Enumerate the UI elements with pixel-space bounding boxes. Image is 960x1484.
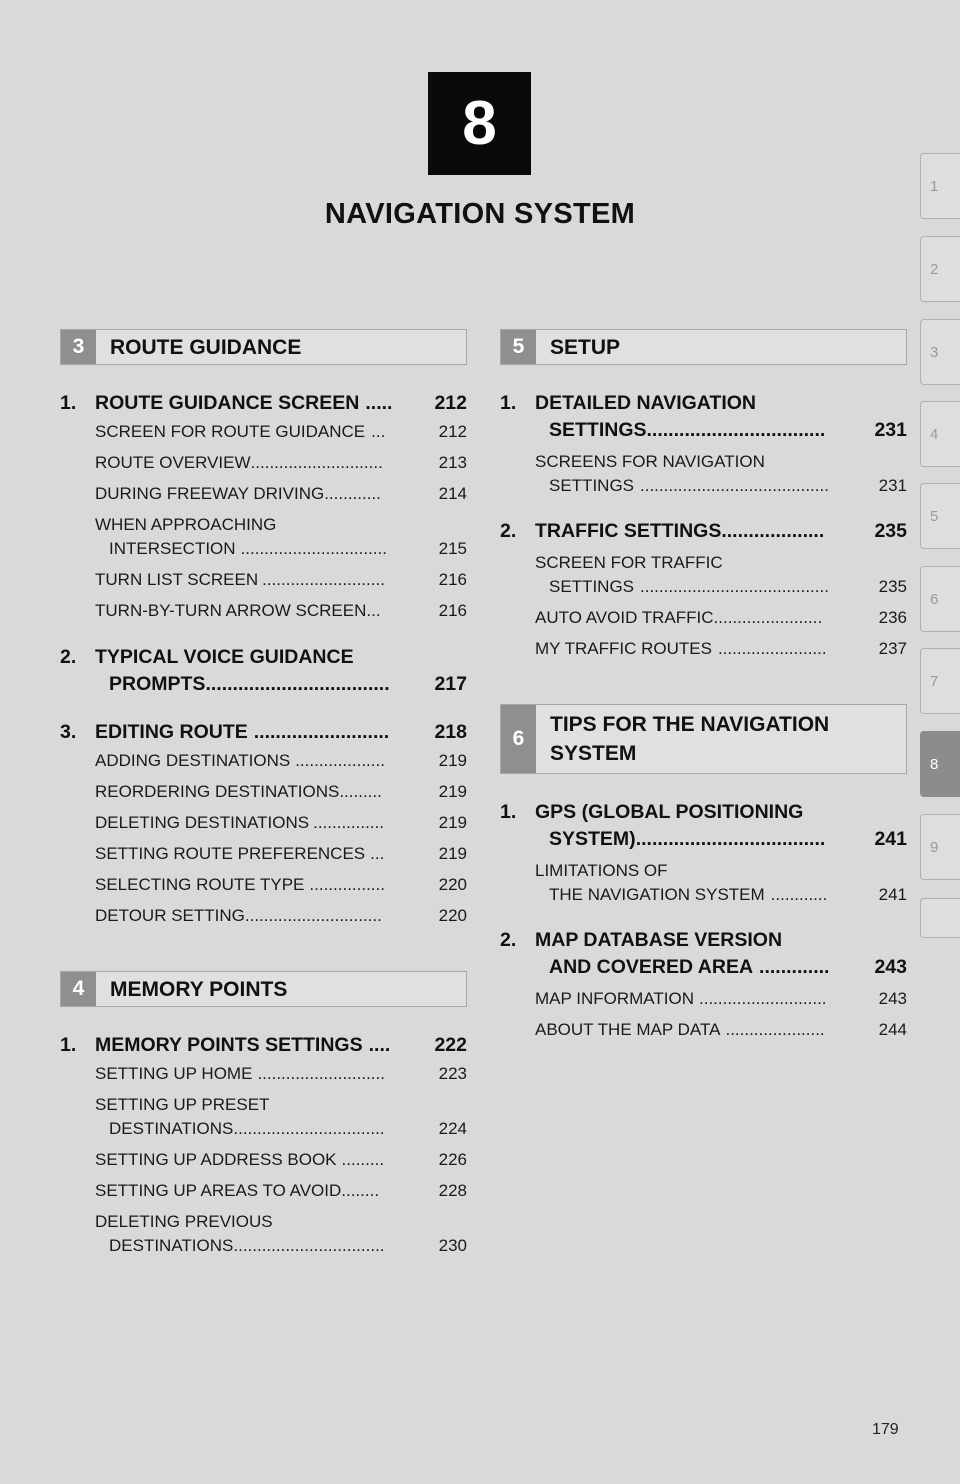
page-ref: 220 xyxy=(438,875,467,894)
subentry-title: LIMITATIONS OF xyxy=(535,861,668,880)
leader-dots: ............ xyxy=(324,484,381,503)
tab-6[interactable] xyxy=(920,566,960,632)
subentry-title-cont: SETTINGS xyxy=(549,577,635,596)
leader-dots: ..................... xyxy=(725,1020,825,1039)
section-header-tips xyxy=(500,704,907,774)
page-ref: 219 xyxy=(438,844,467,863)
tab-label: 4 xyxy=(930,425,939,443)
page-ref: 223 xyxy=(438,1064,467,1083)
section-title-line2: SYSTEM xyxy=(550,742,637,765)
toc-subentry[interactable] xyxy=(535,1018,907,1042)
tab-label: 1 xyxy=(930,177,939,195)
toc-subentry[interactable] xyxy=(95,811,467,835)
leader-dots: ........................................ xyxy=(640,476,829,495)
toc-entry[interactable] xyxy=(60,390,467,417)
subentry-title: REORDERING DESTINATIONS xyxy=(95,782,340,801)
tab-label: 5 xyxy=(930,507,939,525)
leader-dots: ... xyxy=(366,601,381,620)
leader-dots: ............................ xyxy=(250,453,383,472)
tab-9[interactable] xyxy=(920,814,960,880)
subentry-title: SETTING UP AREAS TO AVOID xyxy=(95,1181,342,1200)
page-ref: 224 xyxy=(438,1119,467,1138)
subentry-title: ABOUT THE MAP DATA xyxy=(535,1020,721,1039)
toc-subentry[interactable] xyxy=(535,551,907,599)
page-ref: 235 xyxy=(878,577,907,596)
section-number: 6 xyxy=(501,705,536,773)
entry-title: TRAFFIC SETTINGS xyxy=(535,520,722,542)
chapter-number-box xyxy=(428,72,531,175)
toc-subentry[interactable] xyxy=(95,420,467,444)
leader-dots: ..... xyxy=(365,392,393,414)
page-ref: 237 xyxy=(878,639,907,658)
leader-dots: .......................... xyxy=(262,570,385,589)
page-ref: 214 xyxy=(438,484,467,503)
subentry-title: SETTING UP HOME xyxy=(95,1064,253,1083)
toc-subentry[interactable] xyxy=(95,1062,467,1086)
page-ref: 219 xyxy=(438,813,467,832)
left-column xyxy=(60,329,467,1258)
entry-title: GPS (GLOBAL POSITIONING xyxy=(535,801,804,823)
toc-subentry[interactable] xyxy=(535,606,907,630)
subentry-title: SCREENS FOR NAVIGATION xyxy=(535,452,765,471)
page-ref: 228 xyxy=(438,1181,467,1200)
page-ref: 244 xyxy=(878,1020,907,1039)
toc-subentry[interactable] xyxy=(95,842,467,866)
toc-subentry[interactable] xyxy=(95,780,467,804)
page-ref: 226 xyxy=(438,1150,467,1169)
entry-title: ROUTE GUIDANCE SCREEN xyxy=(95,392,360,414)
page-ref: 218 xyxy=(434,721,467,743)
page-ref: 216 xyxy=(438,601,467,620)
page-ref: 212 xyxy=(438,422,467,441)
section-header-route-guidance xyxy=(60,329,467,365)
subentry-title: WHEN APPROACHING xyxy=(95,515,277,534)
page-ref: 231 xyxy=(878,476,907,495)
subentry-title: DETOUR SETTING xyxy=(95,906,245,925)
leader-dots: ............... xyxy=(313,813,384,832)
subentry-title: MAP INFORMATION xyxy=(535,989,694,1008)
subentry-title: SCREEN FOR ROUTE GUIDANCE xyxy=(95,422,366,441)
section-number: 5 xyxy=(501,330,536,364)
section-title-line1: TIPS FOR THE NAVIGATION xyxy=(550,713,830,736)
section-title: ROUTE GUIDANCE xyxy=(110,335,302,359)
tab-label: 9 xyxy=(930,838,939,856)
toc-subentry[interactable] xyxy=(535,987,907,1011)
leader-dots: ....................... xyxy=(713,608,823,627)
leader-dots: ... xyxy=(371,422,386,441)
section-header-setup xyxy=(500,329,907,365)
tab-label: 8 xyxy=(930,755,939,773)
subentry-title-cont: INTERSECTION xyxy=(109,539,236,558)
leader-dots: ................... xyxy=(295,751,385,770)
page-ref: 235 xyxy=(874,520,907,542)
right-column xyxy=(500,329,907,1042)
leader-dots: ................................... xyxy=(635,828,826,850)
toc-entry[interactable] xyxy=(500,518,907,545)
subentry-title-cont: SETTINGS xyxy=(549,476,635,495)
toc-subentry[interactable] xyxy=(95,599,467,623)
toc-subentry[interactable] xyxy=(95,1148,467,1172)
leader-dots: ......................... xyxy=(253,721,390,743)
subentry-title-cont: DESTINATIONS xyxy=(109,1119,234,1138)
page-ref: 215 xyxy=(438,539,467,558)
tab-label: 7 xyxy=(930,672,939,690)
page-ref: 231 xyxy=(874,419,907,441)
toc-subentry[interactable] xyxy=(95,513,467,561)
tab-3[interactable] xyxy=(920,319,960,385)
page-ref: 243 xyxy=(878,989,907,1008)
tab-1[interactable] xyxy=(920,153,960,219)
tab-7[interactable] xyxy=(920,648,960,714)
leader-dots: .................................. xyxy=(205,673,390,695)
tab-8[interactable] xyxy=(920,731,960,797)
subentry-title: DELETING DESTINATIONS xyxy=(95,813,310,832)
page-ref: 213 xyxy=(438,453,467,472)
tab-label: 6 xyxy=(930,590,939,608)
toc-entry[interactable] xyxy=(60,644,467,698)
tab-5[interactable] xyxy=(920,483,960,549)
page-ref: 236 xyxy=(878,608,907,627)
page-ref: 241 xyxy=(878,885,907,904)
leader-dots: ........................................ xyxy=(640,577,829,596)
page-title: NAVIGATION SYSTEM xyxy=(324,198,636,230)
section-title: MEMORY POINTS xyxy=(110,977,288,1001)
toc-subentry[interactable] xyxy=(95,1179,467,1203)
page-ref: 217 xyxy=(434,673,467,695)
tab-label: 2 xyxy=(930,260,939,278)
section-title xyxy=(536,705,843,773)
page-ref: 219 xyxy=(438,782,467,801)
leader-dots: ....................... xyxy=(717,639,827,658)
subentry-title: SCREEN FOR TRAFFIC xyxy=(535,553,723,572)
page-ref: 219 xyxy=(438,751,467,770)
toc-subentry[interactable] xyxy=(95,482,467,506)
leader-dots: ................................. xyxy=(646,419,826,441)
toc-subentry[interactable] xyxy=(95,568,467,592)
page-ref: 241 xyxy=(874,828,907,850)
subentry-title: SETTING UP PRESET xyxy=(95,1095,270,1114)
leader-dots: ......... xyxy=(339,782,382,801)
leader-dots: ............................. xyxy=(244,906,382,925)
entry-title: DETAILED NAVIGATION xyxy=(535,392,756,414)
page-ref: 230 xyxy=(438,1236,467,1255)
entry-title-cont: PROMPTS xyxy=(109,673,206,695)
subentry-title: ADDING DESTINATIONS xyxy=(95,751,291,770)
entry-number: 2. xyxy=(500,929,517,951)
subentry-title-cont: THE NAVIGATION SYSTEM xyxy=(549,885,765,904)
section-title: SETUP xyxy=(550,335,621,359)
page-ref: 212 xyxy=(434,392,467,414)
entry-title-cont: SETTINGS xyxy=(549,419,647,441)
chapter-number: 8 xyxy=(462,89,497,158)
entry-number: 1. xyxy=(60,1034,77,1056)
subentry-title: SELECTING ROUTE TYPE xyxy=(95,875,305,894)
leader-dots: .... xyxy=(368,1034,391,1056)
leader-dots: ................................ xyxy=(233,1236,385,1255)
toc-entry[interactable] xyxy=(60,719,467,746)
toc-subentry[interactable] xyxy=(95,1210,467,1258)
leader-dots: ................ xyxy=(309,875,385,894)
entry-title: TYPICAL VOICE GUIDANCE xyxy=(95,646,354,668)
toc-subentry[interactable] xyxy=(535,637,907,661)
section-number: 3 xyxy=(61,330,96,364)
entry-number: 1. xyxy=(500,392,517,414)
page-ref: 220 xyxy=(438,906,467,925)
subentry-title-cont: DESTINATIONS xyxy=(109,1236,234,1255)
toc-subentry[interactable] xyxy=(95,749,467,773)
toc-entry[interactable] xyxy=(500,799,907,853)
subentry-title: SETTING UP ADDRESS BOOK xyxy=(95,1150,337,1169)
page-ref: 216 xyxy=(438,570,467,589)
page-number: 179 xyxy=(872,1421,899,1438)
entry-title-cont: SYSTEM) xyxy=(549,828,636,850)
leader-dots: ........................... xyxy=(699,989,827,1008)
leader-dots: ............ xyxy=(770,885,828,904)
tab-2[interactable] xyxy=(920,236,960,302)
leader-dots: ......... xyxy=(341,1150,385,1169)
entry-number: 1. xyxy=(60,392,77,414)
toc-entry[interactable] xyxy=(60,1032,467,1059)
section-header-memory-points xyxy=(60,971,467,1007)
tab-blank xyxy=(920,898,960,938)
leader-dots: ............................... xyxy=(240,539,387,558)
entry-title: EDITING ROUTE xyxy=(95,721,248,743)
leader-dots: ........ xyxy=(341,1181,380,1200)
toc-subentry[interactable] xyxy=(95,451,467,475)
entry-title: MAP DATABASE VERSION xyxy=(535,929,783,951)
entry-number: 1. xyxy=(500,801,517,823)
entry-number: 3. xyxy=(60,721,77,743)
toc-subentry[interactable] xyxy=(535,450,907,498)
leader-dots: ................................ xyxy=(233,1119,385,1138)
toc-entry[interactable] xyxy=(500,927,907,981)
subentry-title: ROUTE OVERVIEW xyxy=(95,453,251,472)
leader-dots: ... xyxy=(370,844,385,863)
entry-title-cont: AND COVERED AREA xyxy=(549,956,754,978)
toc-entry[interactable] xyxy=(500,390,907,444)
page-ref: 243 xyxy=(874,956,907,978)
subentry-title: DURING FREEWAY DRIVING xyxy=(95,484,325,503)
subentry-title: DELETING PREVIOUS xyxy=(95,1212,273,1231)
tab-4[interactable] xyxy=(920,401,960,467)
page-ref: 222 xyxy=(434,1034,467,1056)
subentry-title: TURN LIST SCREEN xyxy=(95,570,259,589)
toc-subentry[interactable] xyxy=(95,904,467,928)
subentry-title: TURN-BY-TURN ARROW SCREEN xyxy=(95,601,367,620)
entry-title: MEMORY POINTS SETTINGS xyxy=(95,1034,363,1056)
subentry-title: AUTO AVOID TRAFFIC xyxy=(535,608,714,627)
subentry-title: SETTING ROUTE PREFERENCES xyxy=(95,844,366,863)
toc-subentry[interactable] xyxy=(95,873,467,897)
toc-subentry[interactable] xyxy=(535,859,907,907)
subentry-title: MY TRAFFIC ROUTES xyxy=(535,639,712,658)
tab-label: 3 xyxy=(930,343,939,361)
toc-subentry[interactable] xyxy=(95,1093,467,1141)
entry-number: 2. xyxy=(60,646,77,668)
leader-dots: ............. xyxy=(759,956,830,978)
section-number: 4 xyxy=(61,972,96,1006)
leader-dots: ................... xyxy=(721,520,825,542)
entry-number: 2. xyxy=(500,520,517,542)
leader-dots: ........................... xyxy=(257,1064,385,1083)
